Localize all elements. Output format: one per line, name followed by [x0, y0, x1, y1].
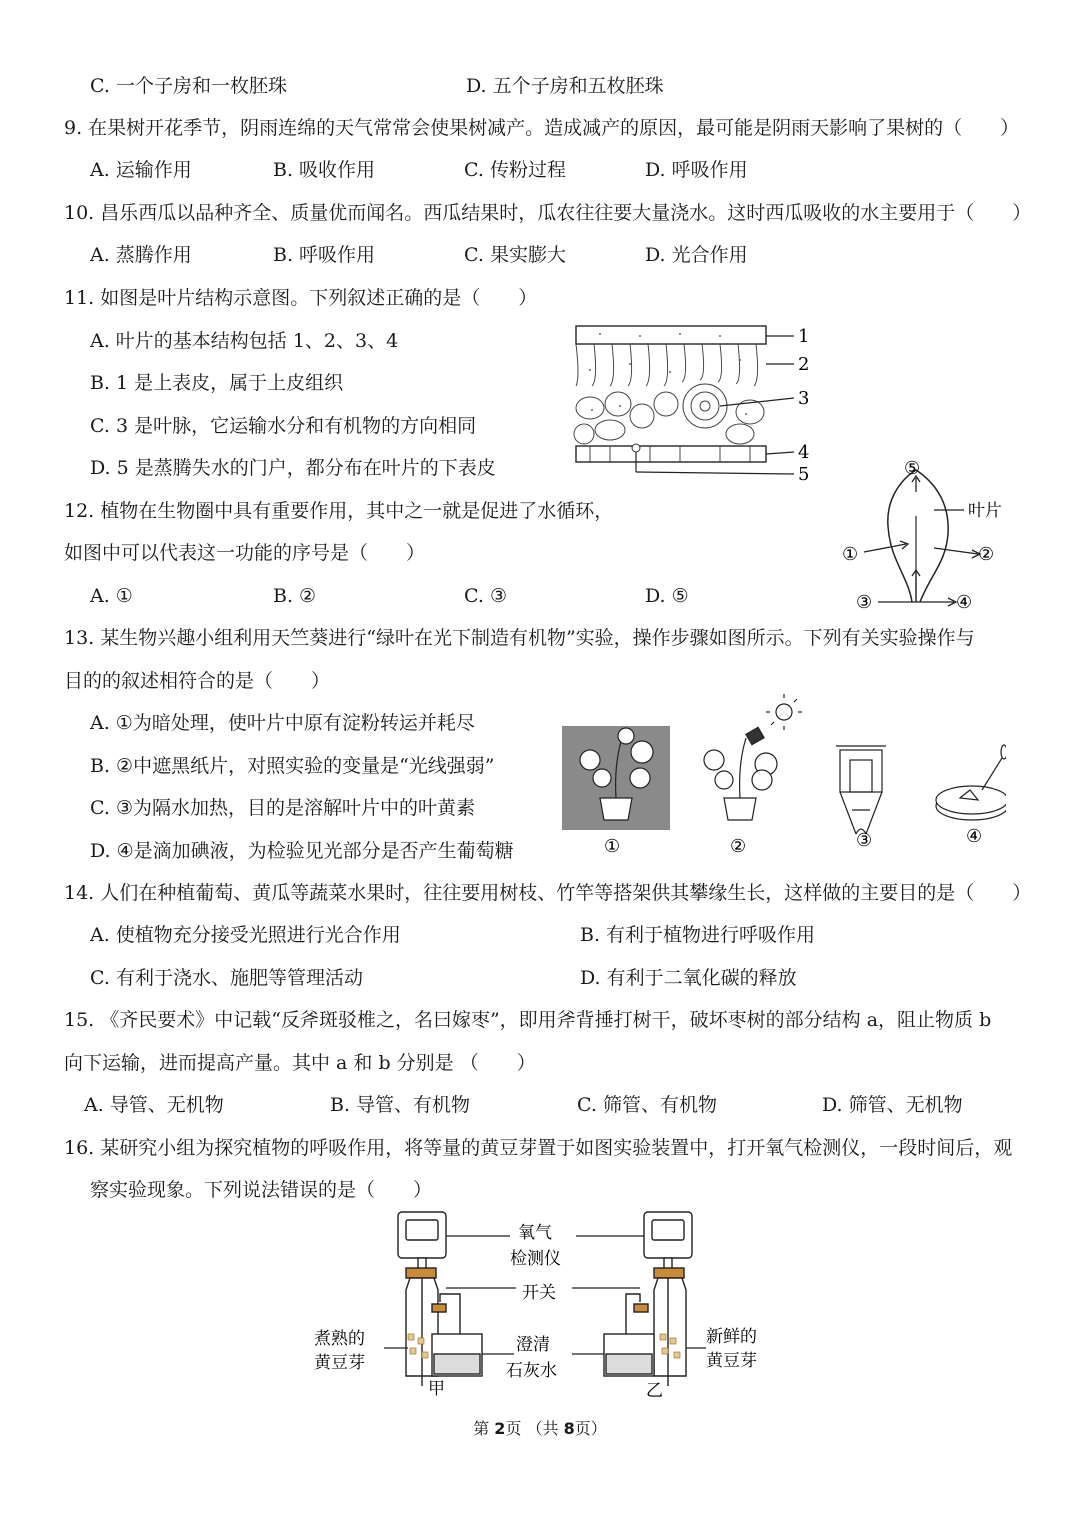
step-label-2: ②: [730, 836, 747, 856]
label-jia: 甲: [428, 1379, 445, 1399]
q11-option-d: D. 5 是蒸腾失水的门户，都分布在叶片的下表皮: [90, 457, 496, 479]
leaf-label-n5: ⑤: [904, 458, 921, 479]
footer-suffix: 页）: [574, 1419, 607, 1438]
leaf-label: 叶片: [968, 501, 1002, 521]
starch-experiment-figure: [556, 694, 1006, 856]
q13-stem-line1: 13. 某生物兴趣小组利用天竺葵进行“绿叶在光下制造有机物”实验，操作步骤如图所示。下列有关实验操作与: [64, 627, 975, 649]
q11-option-c: C. 3 是叶脉，它运输水分和有机物的方向相同: [90, 415, 477, 437]
q10-stem: 10. 昌乐西瓜以品种齐全、质量优而闻名。西瓜结果时，瓜农往往要大量浇水。这时西瓜吸收的水主要用于（ ）: [64, 202, 1032, 224]
q10-option-b: B. 呼吸作用: [273, 244, 376, 266]
q9-stem: 9. 在果树开花季节，阴雨连绵的天气常常会使果树减产。造成减产的原因，最可能是阴雨天影响了果树的（ ）: [64, 117, 1020, 139]
respiration-apparatus-figure: [310, 1206, 780, 1402]
footer-page-number: 2: [494, 1419, 506, 1438]
q15-option-a: A. 导管、无机物: [84, 1094, 224, 1116]
label-fresh-2: 黄豆芽: [706, 1351, 757, 1371]
label-fresh-1: 新鲜的: [706, 1327, 757, 1347]
q8-option-d: D. 五个子房和五枚胚珠: [466, 75, 664, 97]
label-cooked-1: 煮熟的: [314, 1329, 365, 1349]
q13-option-d: D. ④是滴加碘液，为检验见光部分是否产生葡萄糖: [90, 840, 514, 862]
leaf-label-1: 1: [798, 326, 810, 347]
footer-mid: 页 （共: [505, 1419, 564, 1438]
step-label-3: ③: [856, 830, 873, 851]
q13-stem-line2: 目的的叙述相符合的是（ ）: [64, 670, 331, 692]
q16-stem-line2: 察实验现象。下列说法错误的是（ ）: [90, 1179, 433, 1201]
q15-stem-line2: 向下运输，进而提高产量。其中 a 和 b 分别是 （ ）: [64, 1052, 536, 1074]
label-cooked-2: 黄豆芽: [314, 1353, 365, 1373]
leaf-label-5: 5: [798, 464, 810, 485]
leaf-label-3: 3: [798, 388, 810, 409]
leaf-label-n3: ③: [856, 592, 873, 613]
page-footer: [0, 1416, 1080, 1439]
label-yi: 乙: [646, 1381, 663, 1401]
q13-option-b: B. ②中遮黑纸片，对照实验的变量是“光线强弱”: [90, 755, 495, 777]
leaf-label-n2: ②: [978, 544, 995, 565]
q12-option-b: B. ②: [273, 585, 317, 607]
step-label-4: ④: [966, 826, 983, 847]
leaf-cross-section-figure: [570, 320, 820, 488]
q8-option-c: C. 一个子房和一枚胚珠: [90, 75, 287, 97]
q12-stem-line1: 12. 植物在生物圈中具有重要作用，其中之一就是促进了水循环，: [64, 500, 614, 522]
q13-option-c: C. ③为隔水加热，目的是溶解叶片中的叶黄素: [90, 797, 475, 819]
label-limewater-1: 澄清: [516, 1335, 550, 1355]
label-detector: 检测仪: [510, 1249, 561, 1269]
q16-stem-line1: 16. 某研究小组为探究植物的呼吸作用，将等量的黄豆芽置于如图实验装置中，打开氧气检测仪，一段时间后，观: [64, 1137, 1013, 1159]
q9-option-b: B. 吸收作用: [273, 159, 376, 181]
q9-option-c: C. 传粉过程: [464, 159, 566, 181]
q10-option-a: A. 蒸腾作用: [90, 244, 192, 266]
q11-option-b: B. 1 是上表皮，属于上皮组织: [90, 372, 344, 394]
leaf-water-cycle-figure: [838, 456, 1038, 616]
label-switch: 开关: [522, 1283, 556, 1303]
q9-option-a: A. 运输作用: [90, 159, 192, 181]
footer-total-pages: 8: [563, 1419, 575, 1438]
q10-option-d: D. 光合作用: [645, 244, 748, 266]
q12-stem-line2: 如图中可以代表这一功能的序号是（ ）: [64, 542, 426, 564]
leaf-label-4: 4: [798, 442, 810, 463]
q12-option-d: D. ⑤: [645, 585, 689, 607]
q12-option-a: A. ①: [90, 585, 133, 607]
q14-option-d: D. 有利于二氧化碳的释放: [580, 967, 797, 989]
step-label-1: ①: [604, 836, 621, 856]
q15-option-b: B. 导管、有机物: [330, 1094, 471, 1116]
label-oxygen: 氧气: [518, 1223, 552, 1243]
q15-stem-line1: 15. 《齐民要术》中记载“反斧斑驳椎之，名曰嫁枣”，即用斧背捶打树干，破坏枣树的部分结构 a，阻止物质 b: [64, 1009, 992, 1031]
q15-option-d: D. 筛管、无机物: [822, 1094, 963, 1116]
q13-option-a: A. ①为暗处理，使叶片中原有淀粉转运并耗尽: [90, 712, 475, 734]
q11-stem: 11. 如图是叶片结构示意图。下列叙述正确的是（ ）: [64, 287, 538, 309]
leaf-label-n1: ①: [842, 544, 859, 565]
q12-option-c: C. ③: [464, 585, 507, 607]
q14-option-c: C. 有利于浇水、施肥等管理活动: [90, 967, 363, 989]
footer-prefix: 第: [473, 1419, 495, 1438]
leaf-label-n4: ④: [956, 592, 973, 613]
q15-option-c: C. 筛管、有机物: [577, 1094, 717, 1116]
label-limewater-2: 石灰水: [506, 1361, 557, 1381]
q14-option-b: B. 有利于植物进行呼吸作用: [580, 924, 816, 946]
q11-option-a: A. 叶片的基本结构包括 1、2、3、4: [90, 330, 399, 352]
q10-option-c: C. 果实膨大: [464, 244, 566, 266]
leaf-label-2: 2: [798, 354, 810, 375]
q14-stem: 14. 人们在种植葡萄、黄瓜等蔬菜水果时，往往要用树枝、竹竿等搭架供其攀缘生长，这样做的主要目的是（ ）: [64, 882, 1032, 904]
q9-option-d: D. 呼吸作用: [645, 159, 748, 181]
q14-option-a: A. 使植物充分接受光照进行光合作用: [90, 924, 401, 946]
